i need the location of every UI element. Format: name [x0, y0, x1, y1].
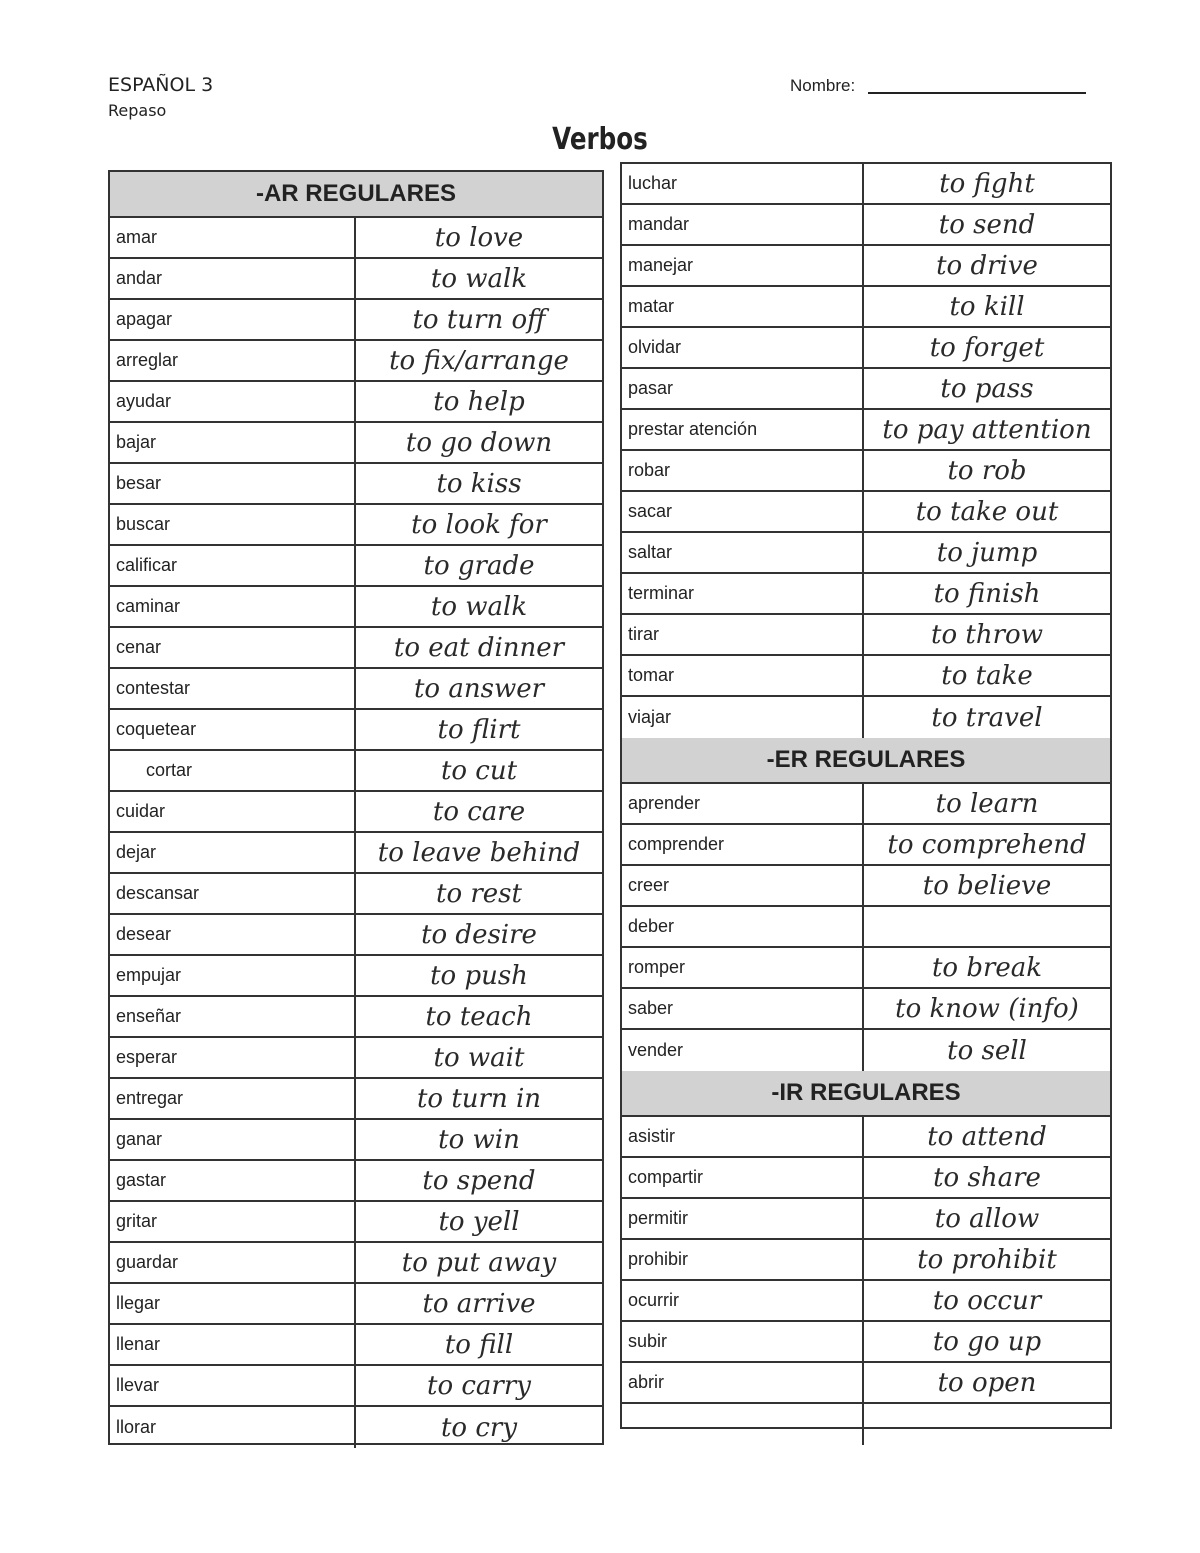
spanish-verb: llegar — [110, 1284, 356, 1323]
spanish-verb: gastar — [110, 1161, 356, 1200]
english-translation[interactable]: to look for — [411, 509, 547, 540]
table-row — [110, 1120, 602, 1161]
spanish-verb: creer — [622, 866, 864, 905]
table-row — [622, 948, 1110, 989]
spanish-verb: manejar — [622, 246, 864, 285]
table-row — [110, 710, 602, 751]
english-translation[interactable]: to prohibit — [917, 1244, 1057, 1275]
english-translation[interactable]: to cry — [440, 1412, 518, 1443]
spanish-verb: comprender — [622, 825, 864, 864]
english-translation[interactable]: to pay attention — [882, 414, 1092, 445]
table-row — [622, 907, 1110, 948]
table-row — [622, 656, 1110, 697]
spanish-verb: cortar — [110, 751, 356, 790]
table-row — [622, 287, 1110, 328]
ir-heading: -IR REGULARES — [622, 1071, 1110, 1117]
english-translation[interactable]: to drive — [936, 250, 1038, 281]
table-row — [110, 1243, 602, 1284]
english-translation[interactable]: to walk — [430, 591, 528, 622]
english-translation[interactable]: to break — [931, 952, 1043, 983]
table-row — [110, 874, 602, 915]
course-subtitle: Repaso — [108, 101, 167, 120]
table-row — [622, 246, 1110, 287]
english-translation[interactable]: to walk — [430, 263, 528, 294]
english-translation[interactable]: to throw — [931, 619, 1043, 650]
verbs-table-continued — [620, 162, 1112, 1429]
english-translation[interactable]: to teach — [425, 1001, 533, 1032]
table-row — [110, 1202, 602, 1243]
english-translation[interactable]: to go down — [405, 427, 553, 458]
spanish-verb: luchar — [622, 164, 864, 203]
table-row — [110, 505, 602, 546]
english-translation[interactable]: to answer — [413, 673, 545, 704]
spanish-verb: guardar — [110, 1243, 356, 1282]
english-translation[interactable]: to occur — [932, 1285, 1042, 1316]
table-row — [110, 464, 602, 505]
english-translation[interactable]: to kill — [949, 291, 1025, 322]
spanish-verb: deber — [622, 907, 864, 946]
table-row — [110, 1366, 602, 1407]
spanish-verb: cuidar — [110, 792, 356, 831]
english-translation[interactable]: to take — [941, 660, 1033, 691]
table-row — [622, 205, 1110, 246]
english-translation[interactable]: to leave behind — [377, 837, 581, 868]
table-row — [110, 1038, 602, 1079]
english-translation[interactable]: to win — [438, 1124, 520, 1155]
spanish-verb: pasar — [622, 369, 864, 408]
spanish-verb: caminar — [110, 587, 356, 626]
spanish-verb: prohibir — [622, 1240, 864, 1279]
table-row — [110, 341, 602, 382]
english-translation[interactable]: to travel — [931, 702, 1043, 733]
english-translation[interactable]: to share — [933, 1162, 1041, 1193]
table-row — [110, 1407, 602, 1448]
spanish-verb: llenar — [110, 1325, 356, 1364]
english-translation[interactable]: to know (info) — [895, 993, 1079, 1024]
spanish-verb: llorar — [110, 1407, 356, 1448]
page-title: Verbos — [552, 122, 648, 157]
table-row — [110, 1161, 602, 1202]
english-translation[interactable]: to wait — [433, 1042, 525, 1073]
english-translation[interactable]: to rob — [947, 455, 1027, 486]
english-translation[interactable]: to care — [432, 796, 526, 827]
table-row — [110, 792, 602, 833]
spanish-verb: ayudar — [110, 382, 356, 421]
english-translation[interactable]: to fight — [939, 168, 1035, 199]
english-translation[interactable]: to eat dinner — [393, 632, 565, 663]
spanish-verb: enseñar — [110, 997, 356, 1036]
table-row — [622, 1404, 1110, 1445]
spanish-verb: compartir — [622, 1158, 864, 1197]
table-row — [622, 1030, 1110, 1071]
english-translation[interactable]: to jump — [936, 537, 1038, 568]
english-translation[interactable]: to desire — [421, 919, 537, 950]
english-translation[interactable]: to spend — [422, 1165, 536, 1196]
spanish-verb: gritar — [110, 1202, 356, 1241]
english-translation[interactable]: to fix/arrange — [389, 345, 569, 376]
english-translation[interactable]: to open — [937, 1367, 1037, 1398]
spanish-verb: romper — [622, 948, 864, 987]
table-row — [622, 1240, 1110, 1281]
table-row — [110, 1284, 602, 1325]
table-row — [110, 218, 602, 259]
english-translation[interactable]: to grade — [423, 550, 535, 581]
table-row — [622, 1117, 1110, 1158]
spanish-verb: saltar — [622, 533, 864, 572]
table-row — [622, 866, 1110, 907]
english-translation[interactable] — [864, 1404, 1110, 1445]
table-row — [622, 369, 1110, 410]
spanish-verb: apagar — [110, 300, 356, 339]
spanish-verb: calificar — [110, 546, 356, 585]
table-row — [622, 989, 1110, 1030]
table-row — [622, 1199, 1110, 1240]
spanish-verb: ocurrir — [622, 1281, 864, 1320]
ar-heading: -AR REGULARES — [110, 172, 602, 218]
spanish-verb: saber — [622, 989, 864, 1028]
table-row — [110, 546, 602, 587]
english-translation[interactable]: to help — [433, 386, 525, 417]
english-translation[interactable]: to take out — [915, 496, 1059, 527]
english-translation[interactable]: to finish — [933, 578, 1041, 609]
spanish-verb: buscar — [110, 505, 356, 544]
spanish-verb: andar — [110, 259, 356, 298]
table-row — [622, 533, 1110, 574]
table-row — [622, 410, 1110, 451]
english-translation[interactable]: to turn in — [416, 1083, 542, 1114]
table-row — [110, 915, 602, 956]
ar-verbs-table — [108, 170, 604, 1445]
spanish-verb: contestar — [110, 669, 356, 708]
spanish-verb: tirar — [622, 615, 864, 654]
spanish-verb: asistir — [622, 1117, 864, 1156]
table-row — [622, 1322, 1110, 1363]
spanish-verb: bajar — [110, 423, 356, 462]
spanish-verb: abrir — [622, 1363, 864, 1402]
english-translation[interactable]: to cut — [440, 755, 518, 786]
english-translation[interactable]: to allow — [934, 1203, 1040, 1234]
english-translation[interactable]: to flirt — [437, 714, 521, 745]
table-row — [110, 628, 602, 669]
english-translation[interactable]: to put away — [401, 1247, 557, 1278]
spanish-verb: ganar — [110, 1120, 356, 1159]
table-row — [622, 697, 1110, 738]
english-translation[interactable]: to fill — [444, 1329, 514, 1360]
english-translation[interactable]: to comprehend — [887, 829, 1087, 860]
spanish-verb: llevar — [110, 1366, 356, 1405]
table-row — [110, 1325, 602, 1366]
spanish-verb: aprender — [622, 784, 864, 823]
table-row — [622, 492, 1110, 533]
er-heading: -ER REGULARES — [622, 738, 1110, 784]
spanish-verb: vender — [622, 1030, 864, 1071]
spanish-verb: empujar — [110, 956, 356, 995]
table-row — [110, 997, 602, 1038]
spanish-verb — [622, 1404, 864, 1445]
spanish-verb: dejar — [110, 833, 356, 872]
table-row — [622, 451, 1110, 492]
english-translation[interactable]: to rest — [436, 878, 522, 909]
table-row — [110, 423, 602, 464]
spanish-verb: entregar — [110, 1079, 356, 1118]
spanish-verb: robar — [622, 451, 864, 490]
table-row — [622, 784, 1110, 825]
table-row — [110, 833, 602, 874]
english-translation[interactable]: to sell — [947, 1035, 1027, 1066]
spanish-verb: viajar — [622, 697, 864, 738]
english-translation[interactable]: to turn off — [412, 304, 546, 335]
english-translation[interactable]: to learn — [935, 788, 1039, 819]
table-row — [110, 382, 602, 423]
table-row — [622, 164, 1110, 205]
english-translation[interactable]: to forget — [929, 332, 1045, 363]
spanish-verb: arreglar — [110, 341, 356, 380]
english-translation[interactable]: to arrive — [422, 1288, 536, 1319]
spanish-verb: prestar atención — [622, 410, 864, 449]
spanish-verb: amar — [110, 218, 356, 257]
english-translation[interactable]: to carry — [427, 1370, 531, 1401]
spanish-verb: subir — [622, 1322, 864, 1361]
name-label: Nombre: — [790, 76, 856, 95]
table-row — [110, 669, 602, 710]
spanish-verb: terminar — [622, 574, 864, 613]
english-translation[interactable]: to kiss — [436, 468, 522, 499]
table-row — [110, 300, 602, 341]
name-field-line[interactable] — [868, 92, 1086, 94]
spanish-verb: cenar — [110, 628, 356, 667]
spanish-verb: coquetear — [110, 710, 356, 749]
english-translation[interactable] — [864, 907, 1110, 946]
table-row — [622, 328, 1110, 369]
english-translation[interactable]: to love — [434, 222, 524, 253]
spanish-verb: permitir — [622, 1199, 864, 1238]
table-row — [110, 259, 602, 300]
spanish-verb: mandar — [622, 205, 864, 244]
table-row — [622, 574, 1110, 615]
spanish-verb: sacar — [622, 492, 864, 531]
table-row — [622, 615, 1110, 656]
english-translation[interactable]: to attend — [927, 1121, 1047, 1152]
english-translation[interactable]: to push — [430, 960, 528, 991]
table-row — [110, 1079, 602, 1120]
english-translation[interactable]: to go up — [932, 1326, 1042, 1357]
spanish-verb: esperar — [110, 1038, 356, 1077]
table-row — [110, 751, 602, 792]
spanish-verb: desear — [110, 915, 356, 954]
table-row — [110, 587, 602, 628]
english-translation[interactable]: to believe — [922, 870, 1052, 901]
spanish-verb: descansar — [110, 874, 356, 913]
spanish-verb: besar — [110, 464, 356, 503]
spanish-verb: matar — [622, 287, 864, 326]
table-row — [622, 1158, 1110, 1199]
table-row — [622, 1363, 1110, 1404]
table-row — [622, 825, 1110, 866]
spanish-verb: tomar — [622, 656, 864, 695]
table-row — [110, 956, 602, 997]
english-translation[interactable]: to yell — [438, 1206, 520, 1237]
spanish-verb: olvidar — [622, 328, 864, 367]
english-translation[interactable]: to send — [938, 209, 1036, 240]
course-title: ESPAÑOL 3 — [108, 74, 214, 96]
table-row — [622, 1281, 1110, 1322]
english-translation[interactable]: to pass — [940, 373, 1034, 404]
